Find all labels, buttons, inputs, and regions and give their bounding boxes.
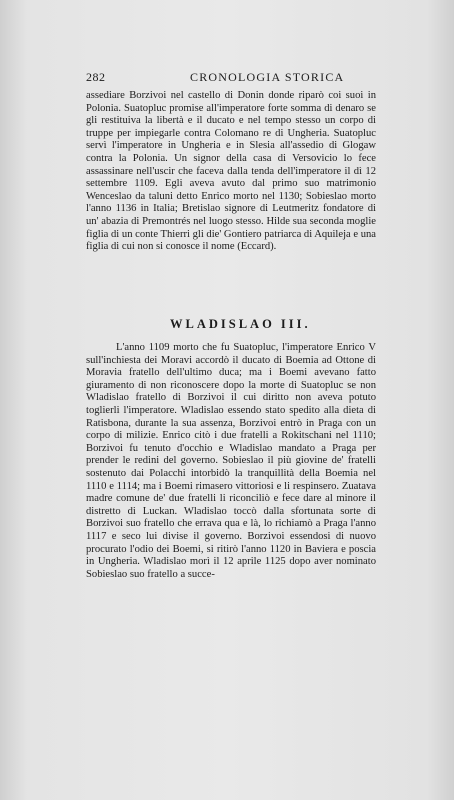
running-title: CRONOLOGIA STORICA bbox=[190, 70, 345, 84]
section-title: WLADISLAO III. bbox=[170, 317, 311, 331]
page-header bbox=[86, 70, 376, 86]
paragraph-wladislao: L'anno 1109 morto che fu Suatopluc, l'imperatore Enrico V sull'inchiesta dei Moravi accordò il ducato di Boemia ad Ottone di Moravia fratello dell'ultimo duca; ma i Boemi avevano fatto giuramento di non riconoscere dopo la morte di Suatopluc se non Wladislao fratello di Borzivoi il cui diritto non aveva potuto toglierli l'imperatore. Wladislao essendo stato spedito alla dieta di Ratisbona, durante la sua assenza, Borzivoi entrò in Praga con un corpo di milizie. Enrico citò i due fratelli a Rokitschani nel 1110; Borzivoi fu tenuto d'occhio e Wladislao mandato a Praga per prender le redini del governo. Sobieslao il più giovine de' fratelli sostenuto dai Polacchi intorbidò la tranquillità della Boemia nel 1110 e 1114; ma i Boemi rimasero vittoriosi e li respinsero. Zuatava madre comune de' due fratelli li riconciliò e fece dare al minore il distretto di Luckan. Wladislao toccò dalla sfortunata sorte di Borzivoi suo fratello che errava qua e là, lo richiamò a Praga l'anno 1117 e seco lui divise il governo. Borzivoi essendosi di nuovo procurato l'odio dei Boemi, si ritirò l'anno 1120 in Baviera e poscia in Ungheria. Wladislao morì il 12 aprile 1125 dopo aver nominato Sobieslao suo fratello a succe- bbox=[86, 342, 376, 580]
page-number: 282 bbox=[86, 70, 106, 84]
paragraph-continuation: assediare Borzivoi nel castello di Donin donde riparò coi suoi in Polonia. Suatopluc promise all'imperatore forte somma di denaro se gli restituiva la libertà e il ducato e nel tempo stesso un corpo di truppe per impiegarle contra Colomano re di Ungheria. Suatopluc servì l'imperatore in Ungheria e in Slesia all'assedio di Glogaw contra la Polonia. Un signor della casa di Versovicio lo fece assassinare nell'uscir che faceva dalla tenda dell'imperatore il dì 12 settembre 1109. Egli aveva avuto dal primo suo matrimonio Wenceslao da taluni detto Enrico morto nel 1130; Sobieslao morto l'anno 1136 in Italia; Bretislao signore di Leutmeritz fondatore di un' abazia di Premontrés nel luogo stesso. Hilde sua seconda moglie figlia di un conte Thierri gli die' Gontiero patriarca di Aquileja e una figlia di cui non si conosce il nome (Eccard). bbox=[86, 90, 377, 253]
